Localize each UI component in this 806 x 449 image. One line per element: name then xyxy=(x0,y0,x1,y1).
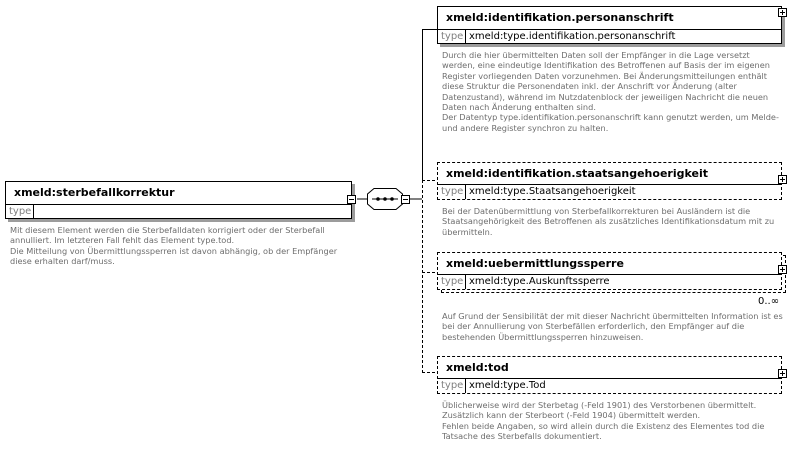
child-description: Bei der Datenübermittlung von Sterbefallkorrekturen bei Ausländern ist die Staatsangehörigkeit des Betroffenen als zusätzliches Identifikationsdatum mit zu übermitteln. xyxy=(442,206,775,237)
child-type-value: xmeld:type.identifikation.personanschrift xyxy=(469,31,676,42)
child-description: Durch die hier übermittelten Daten soll der Empfänger in die Lage versetzt werden, eine eindeutige Identifikation des Betroffenen auf Basis der im eigenen Register vorliegenden Daten vorzunehmen. Bei Änderungsmitteilungen enthält diese Struktur die Personendaten inkl. der Anschrift vor Änderung (alter Datenzustand), während im Nutzdatenblock der jeweiligen Nachricht die neuen Daten nach Änderung enthalten sind. Der Datentyp type.identifikation.personanschrift kann genutzt werden, um Melde- und andere Register synchron zu halten. xyxy=(442,50,779,133)
child-description: Auf Grund der Sensibilität der mit dieser Nachricht übermittelten Information ist es bei der Annullierung von Sterbefällen erforderlich, den Empfänger auf die bestehenden Übermittlungssperren hinzuweisen. xyxy=(442,311,783,342)
child-element-box[interactable] xyxy=(437,6,782,44)
child-element-box[interactable] xyxy=(437,162,782,200)
root-collapse-icon[interactable] xyxy=(347,195,356,204)
expand-plus-icon[interactable] xyxy=(778,8,787,17)
child-type-row xyxy=(438,184,781,199)
type-separator xyxy=(465,185,466,199)
root-description: Mit diesem Element werden die Sterbefalldaten korrigiert oder der Sterbefall annulliert. Im letzteren Fall fehlt das Element type.tod. Die Mitteilung von Übermittlungssperren ist davon abhängig, ob der Empfänger diese erhalten darf/muss. xyxy=(10,225,338,267)
root-type-row xyxy=(6,204,351,219)
child-element-box[interactable] xyxy=(437,252,782,290)
child-type-value: xmeld:type.Auskunftssperre xyxy=(469,276,610,287)
child-element-box[interactable] xyxy=(437,356,782,394)
root-element-box[interactable] xyxy=(5,181,352,219)
type-separator xyxy=(465,275,466,289)
child-type-value: xmeld:type.Staatsangehoerigkeit xyxy=(469,186,636,197)
child-type-label: type xyxy=(441,31,464,42)
sequence-collapse-icon[interactable] xyxy=(401,195,410,204)
type-separator xyxy=(465,379,466,393)
expand-plus-icon[interactable] xyxy=(778,265,787,274)
child-description: Üblicherweise wird der Sterbetag (-Feld 1901) des Verstorbenen übermittelt. Zusätzlich kann der Sterbeort (-Feld 1904) übermittelt werden. Fehlen beide Angaben, so wird allein durch die Existenz des Elementes tod die Tatsache des Sterbefalls dokumentiert. xyxy=(442,400,765,442)
expand-plus-icon[interactable] xyxy=(778,369,787,378)
child-type-value: xmeld:type.Tod xyxy=(469,380,546,391)
child-type-row xyxy=(438,274,781,289)
root-type-label: type xyxy=(9,206,32,217)
child-type-label: type xyxy=(441,276,464,287)
type-separator xyxy=(465,30,466,44)
child-element-name: xmeld:identifikation.staatsangehoerigkeit xyxy=(446,167,708,180)
root-element-name: xmeld:sterbefallkorrektur xyxy=(14,186,175,199)
expand-plus-icon[interactable] xyxy=(778,175,787,184)
type-separator xyxy=(33,205,34,219)
sequence-compositor-icon[interactable] xyxy=(367,188,403,210)
child-element-name: xmeld:tod xyxy=(446,361,509,374)
child-type-row xyxy=(438,29,781,44)
child-type-label: type xyxy=(441,186,464,197)
child-type-row xyxy=(438,378,781,393)
child-type-label: type xyxy=(441,380,464,391)
child-element-name: xmeld:uebermittlungssperre xyxy=(446,257,624,270)
multiplicity-label: 0..∞ xyxy=(758,296,780,307)
sequence-octagon-icon xyxy=(367,188,403,210)
child-element-name: xmeld:identifikation.personanschrift xyxy=(446,11,674,24)
